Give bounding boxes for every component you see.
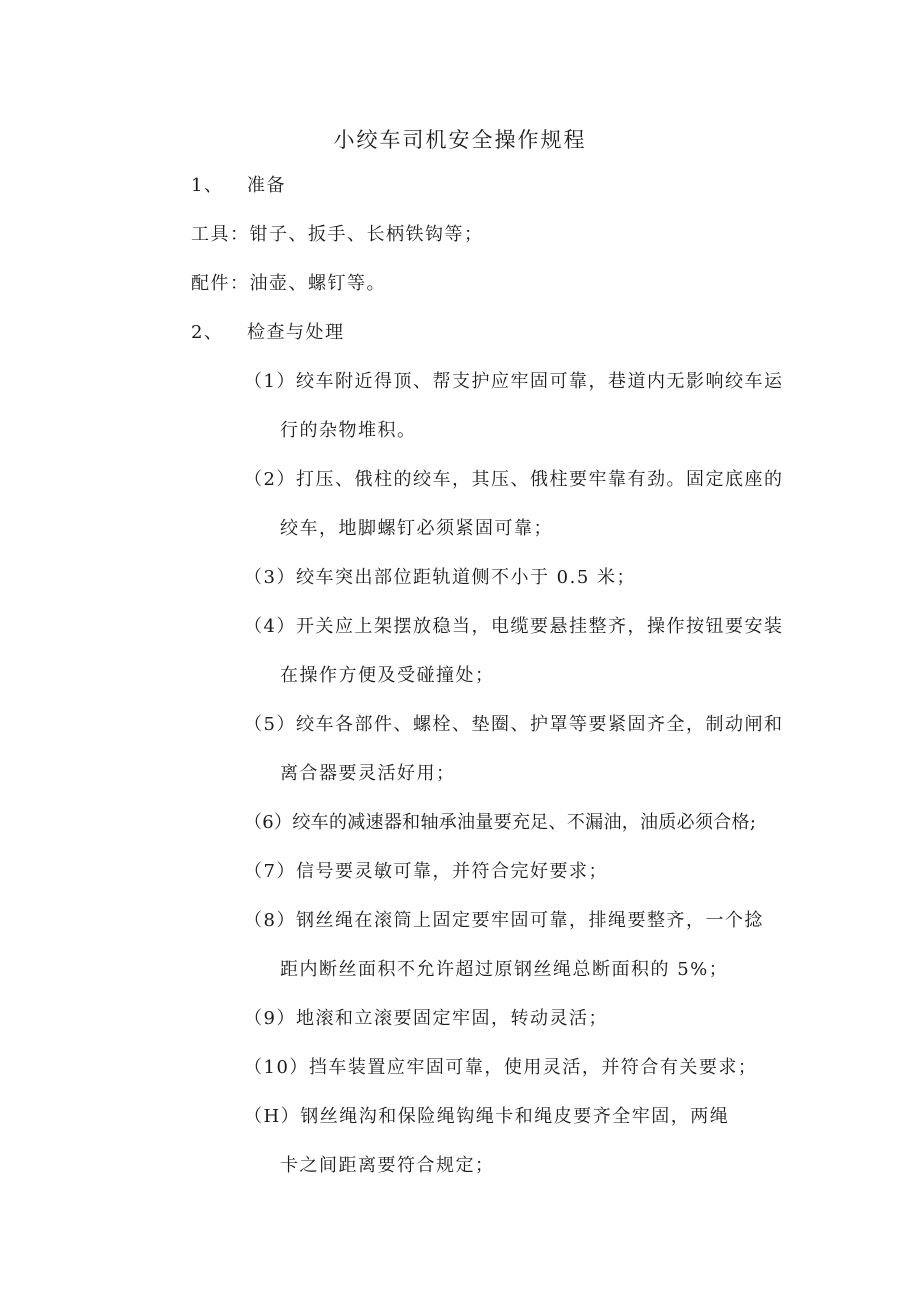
list-item-2-line-2: 绞车，地脚螺钉必须紧固可靠； <box>280 518 553 539</box>
list-item-9-line-1: （9）地滚和立滚要固定牢固，转动灵活； <box>244 1008 608 1029</box>
list-item-7-line-1: （7）信号要灵敏可靠，并符合完好要求； <box>244 861 608 882</box>
list-item-3-line-1: （3）绞车突出部位距轨道侧不小于 0.5 米； <box>244 567 637 588</box>
list-item-2-line-1: （2）打压、俄柱的绞车，其压、俄柱要牢靠有劲。固定底座的 <box>244 469 784 490</box>
tools-line: 工具：钳子、扳手、长柄铁钩等； <box>191 224 484 245</box>
document-title: 小绞车司机安全操作规程 <box>333 128 587 152</box>
section-1-heading <box>191 174 286 198</box>
section-number: 1、 <box>191 175 224 196</box>
list-item-4-line-1: （4）开关应上架摆放稳当，电缆要悬挂整齐，操作按钮要安装 <box>244 616 784 637</box>
list-item-8-line-2: 距内断丝面积不允许超过原钢丝绳总断面积的 5%； <box>280 959 729 980</box>
list-item-4-line-2: 在操作方便及受碰撞处； <box>280 665 495 686</box>
parts-line: 配件：油壶、螺钉等。 <box>191 273 386 294</box>
section-title: 检查与处理 <box>247 322 345 343</box>
list-item-11-line-1: （H）钢丝绳沟和保险绳钩绳卡和绳皮要齐全牢固，两绳 <box>244 1106 730 1127</box>
list-item-8-line-1: （8）钢丝绳在滚筒上固定要牢固可靠，排绳要整齐，一个捻 <box>244 910 764 931</box>
list-item-1-line-2: 行的杂物堆积。 <box>280 420 417 441</box>
list-item-1-line-1: （1）绞车附近得顶、帮支护应牢固可靠，巷道内无影响绞车运 <box>244 371 784 392</box>
section-2-heading <box>191 321 345 345</box>
list-item-6-line-1: （6）绞车的减速器和轴承油量要充足、不漏油，油质必须合格; <box>244 812 757 833</box>
list-item-10-line-1: （10）挡车装置应牢固可靠，使用灵活，并符合有关要求； <box>244 1057 758 1078</box>
list-item-5-line-2: 离合器要灵活好用； <box>280 763 456 784</box>
list-item-5-line-1: （5）绞车各部件、螺栓、垫圈、护罩等要紧固齐全，制动闸和 <box>244 714 784 735</box>
section-title: 准备 <box>247 175 286 196</box>
section-number: 2、 <box>191 322 224 343</box>
list-item-11-line-2: 卡之间距离要符合规定； <box>280 1155 495 1176</box>
